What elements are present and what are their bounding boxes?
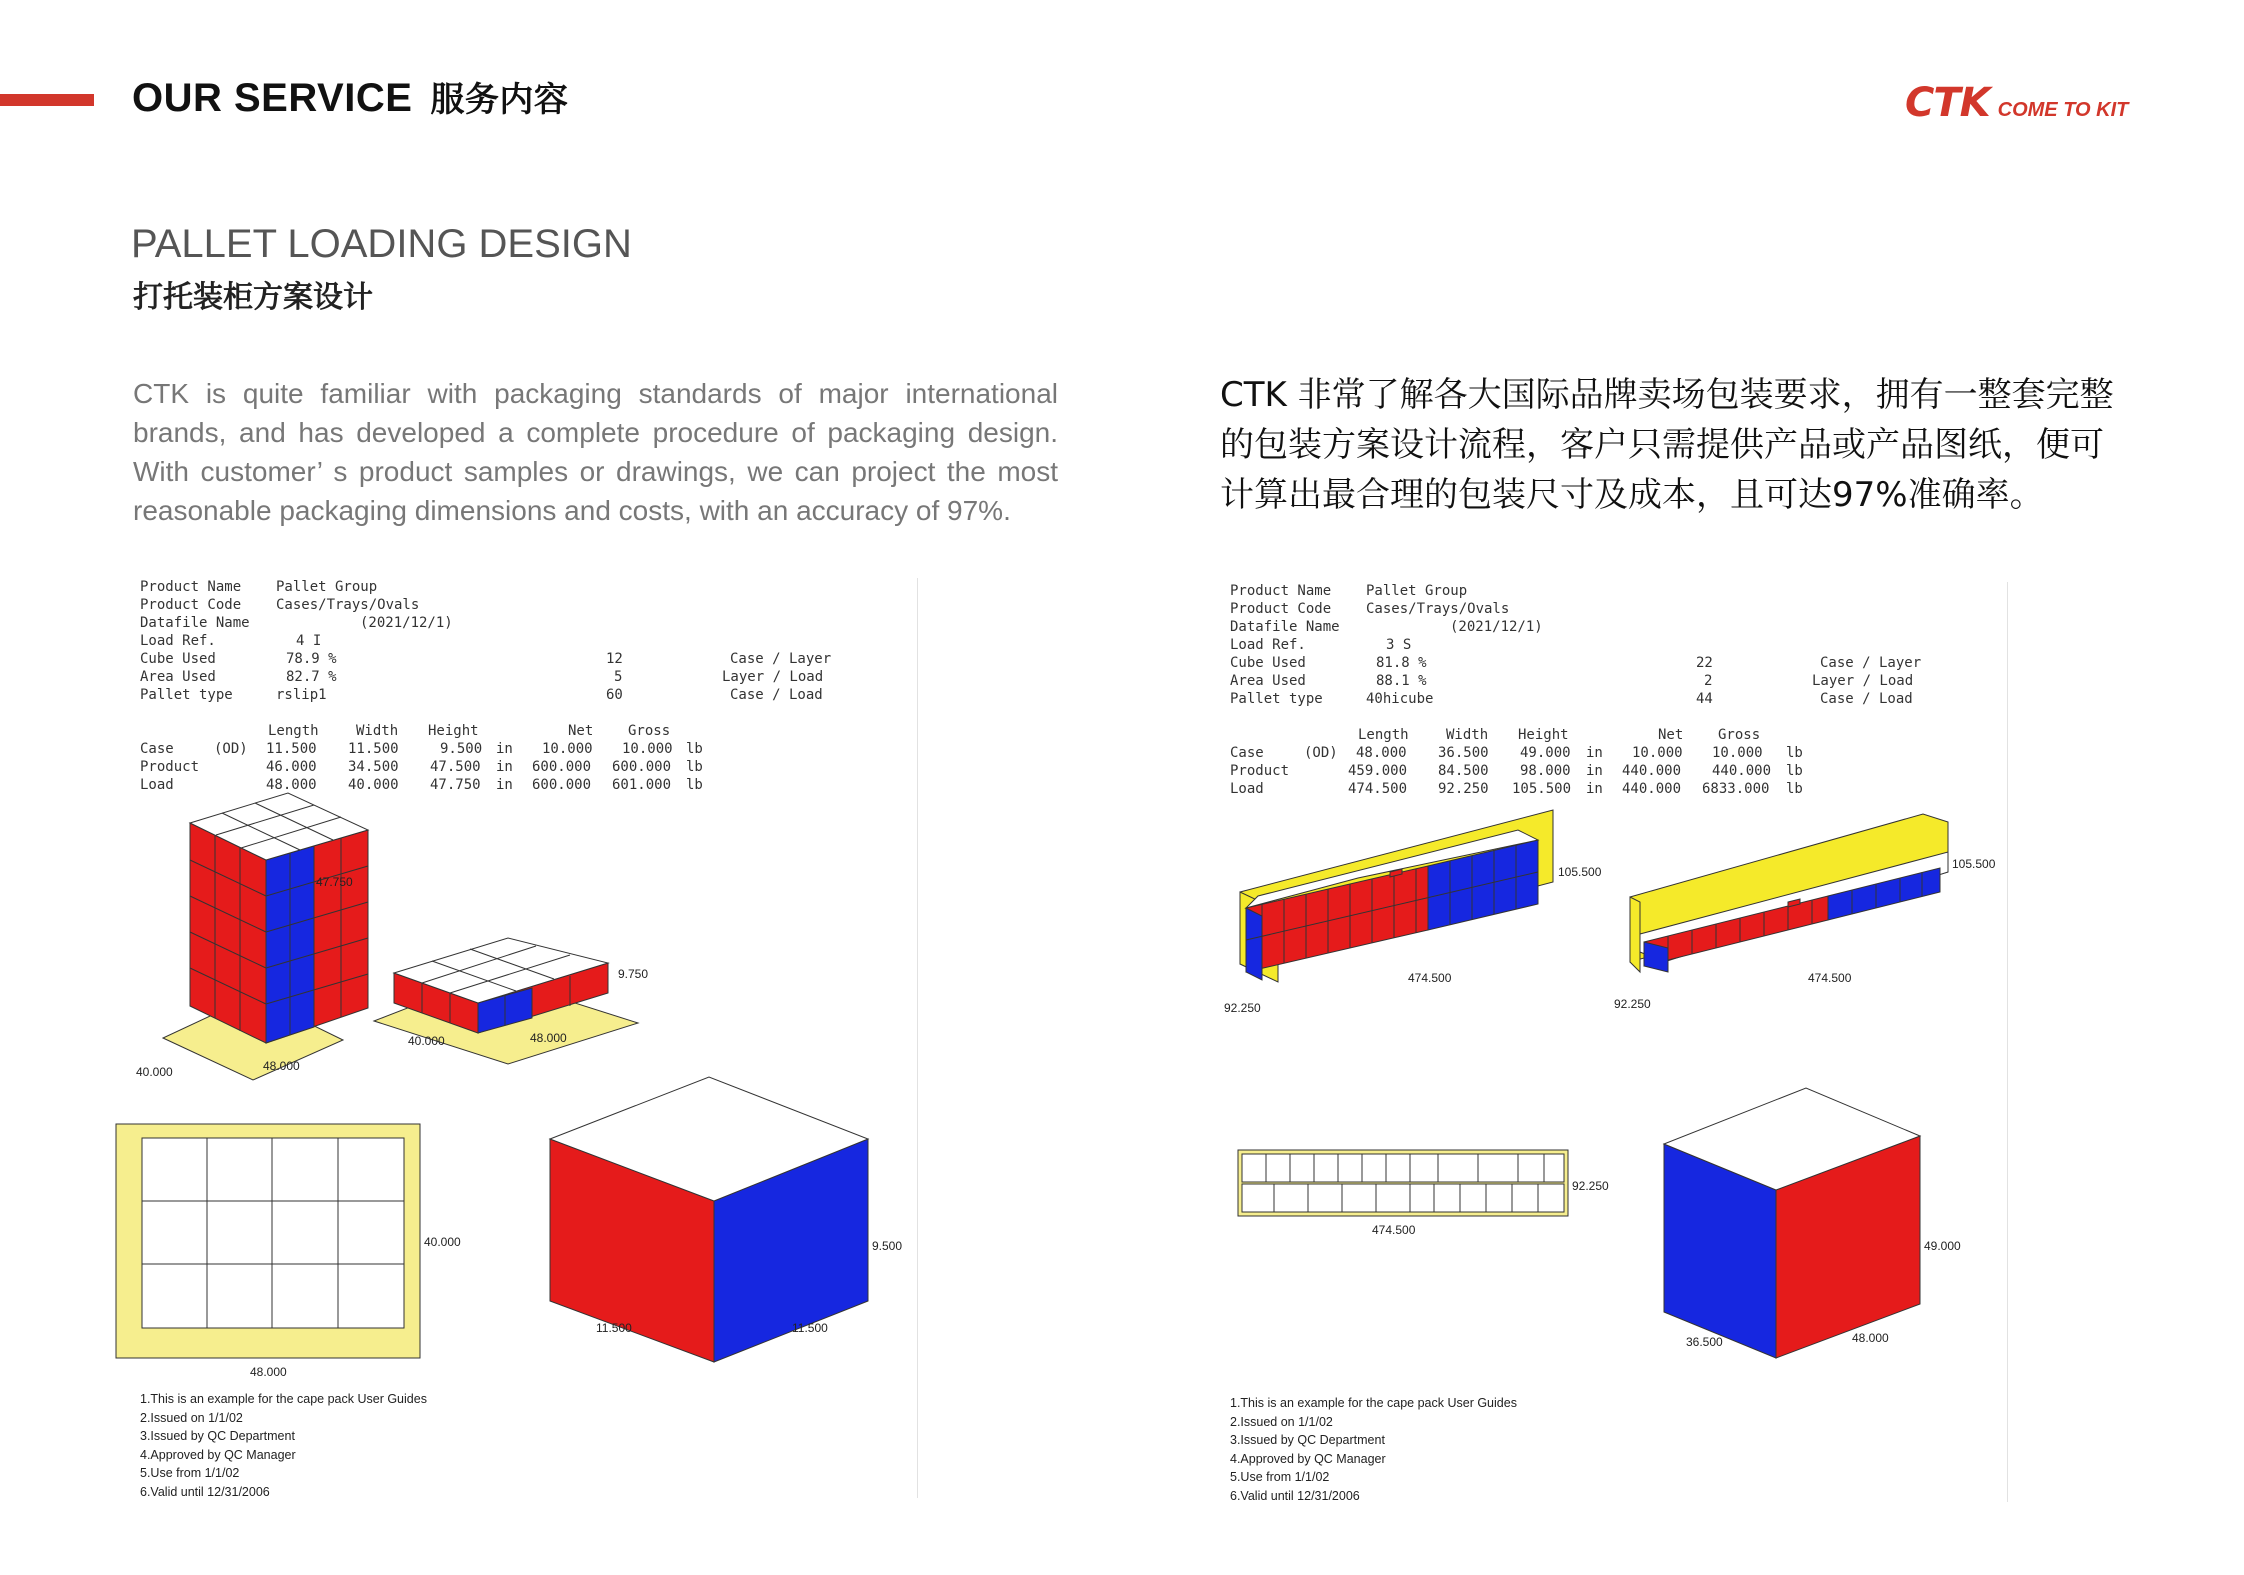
pallet-stack-drawing: [136, 793, 368, 1080]
dim-net: 10.000: [542, 741, 593, 757]
stack-face-red: [190, 823, 266, 1043]
note: 3.Issued by QC Department: [1230, 1433, 1385, 1447]
count-label: Case / Load: [730, 687, 823, 703]
note: 2.Issued on 1/1/02: [140, 1410, 243, 1425]
info-value: 3 S: [1386, 637, 1412, 653]
container-top-view: [1238, 1150, 1609, 1237]
dim-length: 11.500: [266, 741, 317, 757]
info-label: Product Code: [140, 597, 242, 613]
container-drawing-2: [1614, 814, 1996, 1011]
layer-length-label: 48.000: [530, 1031, 567, 1045]
count-value: 2: [1704, 673, 1713, 689]
note: 6.Valid until 12/31/2006: [1230, 1488, 1360, 1503]
dim-length: 46.000: [266, 759, 317, 775]
dim-row-name: Product: [140, 759, 200, 775]
container-top-side-label: 92.250: [1572, 1179, 1609, 1193]
layer-drawing: [374, 938, 648, 1064]
ccase-w2-label: 48.000: [1852, 1331, 1889, 1345]
dim-gross: 600.000: [612, 759, 672, 775]
count-label: Case / Layer: [1820, 655, 1922, 671]
dim-header: Net: [568, 723, 594, 739]
note: 4.Approved by QC Manager: [1230, 1451, 1386, 1466]
dim-height: 47.750: [430, 777, 481, 793]
c1-height-label: 105.500: [1558, 865, 1602, 879]
section-title-cn: 打托装柜方案设计: [133, 280, 373, 315]
info-label: Cube Used: [140, 651, 216, 667]
dim-unit: in: [1586, 745, 1603, 761]
info-value: Pallet Group: [1366, 583, 1468, 599]
container-report: [1224, 582, 2008, 1503]
dim-wunit: lb: [686, 777, 703, 793]
dim-net: 440.000: [1622, 781, 1682, 797]
container-top-row2: [1242, 1184, 1564, 1212]
info-value: Pallet Group: [276, 579, 378, 595]
c2-height-label: 105.500: [1952, 857, 1996, 871]
info-value: 88.1 %: [1376, 673, 1427, 689]
c2-width-label: 92.250: [1614, 997, 1651, 1011]
info-label: Area Used: [140, 669, 216, 685]
stack-height-label: 47.750: [316, 875, 353, 889]
info-value: 81.8 %: [1376, 655, 1427, 671]
container1-blue-end: [1246, 908, 1262, 980]
dim-length: 459.000: [1348, 763, 1408, 779]
info-value: rslip1: [276, 687, 327, 703]
dim-wunit: lb: [1786, 763, 1803, 779]
case-w1-label: 11.500: [596, 1321, 632, 1335]
dim-length: 48.000: [266, 777, 317, 793]
info-label: Product Name: [1230, 583, 1332, 599]
dim-unit: in: [1586, 763, 1603, 779]
count-value: 22: [1696, 655, 1713, 671]
dim-unit: in: [496, 777, 513, 793]
ccase-w1-label: 36.500: [1686, 1335, 1723, 1349]
info-label: Load Ref.: [1230, 637, 1306, 653]
count-label: Layer / Load: [1812, 673, 1914, 689]
layer-height-label: 9.750: [618, 967, 649, 981]
report-divider: [2007, 582, 2008, 1502]
info-label: Pallet type: [140, 687, 233, 703]
count-label: Case / Load: [1820, 691, 1913, 707]
dim-net: 440.000: [1622, 763, 1682, 779]
dim-row-name: Case: [140, 741, 174, 757]
note: 3.Issued by QC Department: [140, 1429, 295, 1443]
dim-width: 34.500: [348, 759, 399, 775]
dim-gross: 6833.000: [1702, 781, 1770, 797]
case-height-label: 9.500: [872, 1239, 903, 1253]
info-label: Datafile Name: [1230, 619, 1340, 635]
container-case-drawing: [1664, 1088, 1961, 1358]
note: 2.Issued on 1/1/02: [1230, 1414, 1333, 1429]
dim-height: 49.000: [1520, 745, 1571, 761]
top-side-label: 40.000: [424, 1235, 461, 1249]
logo-main: CTK: [1905, 80, 1990, 126]
dim-wunit: lb: [686, 741, 703, 757]
note: 4.Approved by QC Manager: [140, 1447, 296, 1462]
c1-width-label: 92.250: [1224, 1001, 1261, 1015]
top-case-area: [142, 1138, 404, 1328]
c1-length-label: 474.500: [1408, 971, 1452, 985]
dim-header: Net: [1658, 727, 1684, 743]
header-accent-bar: [0, 94, 94, 106]
dim-net: 600.000: [532, 759, 592, 775]
ctk-logo: [1905, 80, 2128, 126]
dim-header: Length: [1358, 727, 1409, 743]
report-notes: [1230, 1394, 1517, 1505]
dim-header: Gross: [1718, 727, 1761, 743]
top-bottom-label: 48.000: [250, 1365, 287, 1379]
dim-header: Gross: [628, 723, 671, 739]
dim-row-tag: (OD): [1304, 745, 1338, 761]
header-title-en: OUR SERVICE: [132, 76, 413, 120]
info-label: Area Used: [1230, 673, 1306, 689]
count-value: 5: [614, 669, 623, 685]
dim-header: Height: [428, 723, 479, 739]
dim-gross: 10.000: [622, 741, 673, 757]
dim-height: 105.500: [1512, 781, 1572, 797]
dim-row-name: Product: [1230, 763, 1290, 779]
stack-length-label: 48.000: [263, 1059, 300, 1073]
info-label: Cube Used: [1230, 655, 1306, 671]
dim-header: Height: [1518, 727, 1569, 743]
pallet-report: [138, 578, 918, 1498]
count-value: 60: [606, 687, 623, 703]
container-drawing-1: [1224, 810, 1602, 1015]
info-label: Load Ref.: [140, 633, 216, 649]
dim-header: Width: [356, 723, 399, 739]
info-value: 4 I: [296, 633, 322, 649]
dim-row-tag: (OD): [214, 741, 248, 757]
dim-wunit: lb: [1786, 745, 1803, 761]
dim-gross: 440.000: [1712, 763, 1772, 779]
description-cn: CTK 非常了解各大国际品牌卖场包装要求，拥有一整套完整的包装方案设计流程，客户只需提供产品或产品图纸，便可计算出最合理的包装尺寸及成本，且可达97%准确率。: [1220, 375, 2114, 515]
dim-width: 84.500: [1438, 763, 1489, 779]
section-title: PALLET LOADING DESIGN: [131, 222, 632, 266]
info-value: Cases/Trays/Ovals: [1366, 601, 1510, 617]
dim-row-name: Load: [1230, 781, 1264, 797]
info-value: 82.7 %: [286, 669, 337, 685]
info-value: (2021/12/1): [360, 615, 453, 631]
count-value: 44: [1696, 691, 1713, 707]
case-w2-label: 11.500: [792, 1321, 828, 1335]
dim-height: 9.500: [440, 741, 483, 757]
header-title: [132, 72, 568, 121]
dim-height: 98.000: [1520, 763, 1571, 779]
info-value: (2021/12/1): [1450, 619, 1543, 635]
dim-wunit: lb: [1786, 781, 1803, 797]
top-view-drawing: [116, 1124, 461, 1379]
info-label: Datafile Name: [140, 615, 250, 631]
dim-width: 36.500: [1438, 745, 1489, 761]
note: 5.Use from 1/1/02: [140, 1466, 240, 1480]
dim-width: 11.500: [348, 741, 399, 757]
dim-gross: 10.000: [1712, 745, 1763, 761]
pallet-drawings: [136, 808, 903, 1388]
case-drawing: [550, 1077, 902, 1362]
dim-row-name: Load: [140, 777, 174, 793]
dim-width: 40.000: [348, 777, 399, 793]
info-value: 78.9 %: [286, 651, 337, 667]
note: 5.Use from 1/1/02: [1230, 1470, 1330, 1484]
c2-length-label: 474.500: [1808, 971, 1852, 985]
count-label: Layer / Load: [722, 669, 824, 685]
dim-unit: in: [496, 759, 513, 775]
note: 6.Valid until 12/31/2006: [140, 1484, 270, 1499]
count-label: Case / Layer: [730, 651, 832, 667]
note: 1.This is an example for the cape pack User Guides: [140, 1392, 427, 1406]
report-divider: [917, 578, 918, 1498]
container2-end: [1630, 897, 1640, 972]
layer-width-label: 40.000: [408, 1034, 445, 1048]
container-top-bottom-label: 474.500: [1372, 1223, 1416, 1237]
dim-net: 600.000: [532, 777, 592, 793]
dim-header: Length: [268, 723, 319, 739]
count-value: 12: [606, 651, 623, 667]
dim-wunit: lb: [686, 759, 703, 775]
dim-length: 48.000: [1356, 745, 1407, 761]
dim-width: 92.250: [1438, 781, 1489, 797]
description-en: CTK is quite familiar with packaging standards of major international brands, and has developed a complete procedure of packaging design. With customer’ s product samples or drawings, we can project the most reasonable packaging dimensions and costs, with an accuracy of 97%.: [133, 378, 1058, 526]
container-drawings: [1224, 812, 1996, 1392]
dim-gross: 601.000: [612, 777, 672, 793]
note: 1.This is an example for the cape pack User Guides: [1230, 1396, 1517, 1410]
dim-unit: in: [1586, 781, 1603, 797]
dim-row-name: Case: [1230, 745, 1264, 761]
dim-length: 474.500: [1348, 781, 1408, 797]
report-notes: [140, 1390, 427, 1501]
info-label: Product Name: [140, 579, 242, 595]
dim-height: 47.500: [430, 759, 481, 775]
stack-width-label: 40.000: [136, 1065, 173, 1079]
logo-sub: COME TO KIT: [1997, 99, 2129, 121]
dim-unit: in: [496, 741, 513, 757]
info-label: Product Code: [1230, 601, 1332, 617]
info-value: 40hicube: [1366, 691, 1434, 707]
header-title-cn: 服务内容: [430, 80, 569, 120]
info-value: Cases/Trays/Ovals: [276, 597, 420, 613]
dim-header: Width: [1446, 727, 1489, 743]
ccase-height-label: 49.000: [1924, 1239, 1961, 1253]
info-label: Pallet type: [1230, 691, 1323, 707]
dim-net: 10.000: [1632, 745, 1683, 761]
